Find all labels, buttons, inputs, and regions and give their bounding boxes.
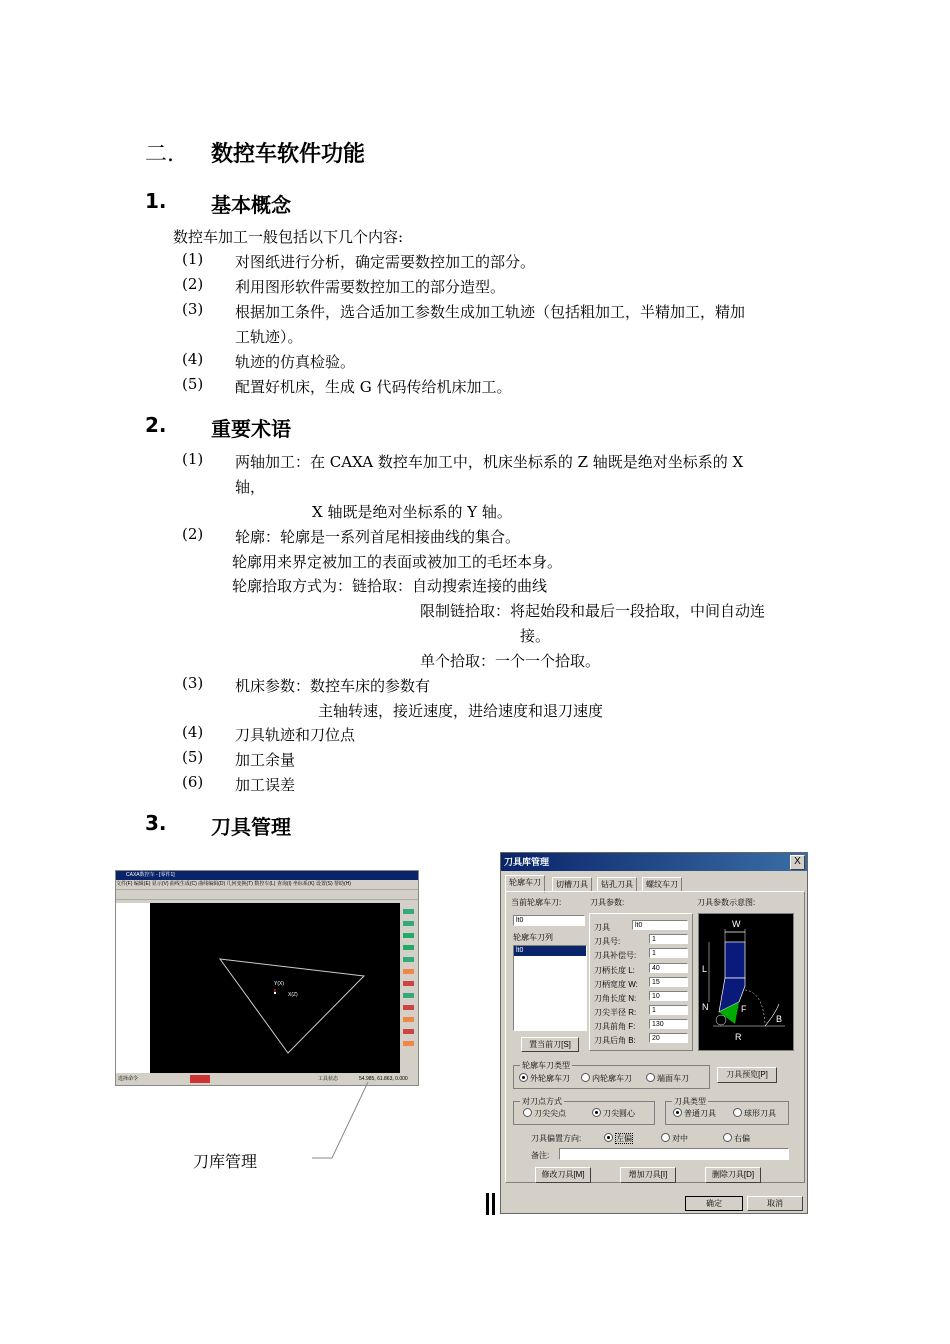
tool-list-item[interactable]: lt0 [514, 946, 586, 956]
close-button[interactable]: X [790, 855, 805, 870]
tool-diagram-label: 刀具参数示意图: [697, 898, 756, 907]
term-text: X 轴既是绝对坐标系的 Y 轴。 [312, 503, 512, 521]
heading-3-number: 3. [145, 811, 167, 835]
tool-type-group-label: 轮廓车刀类型 [522, 1061, 570, 1070]
param-label: 刀柄长度 L: [594, 966, 635, 975]
list-mark: (4) [182, 350, 204, 368]
list-item: 配置好机床，生成 G 代码传给机床加工。 [235, 378, 512, 396]
param-label: 刀角长度 N: [594, 994, 637, 1003]
param-field[interactable]: 10 [649, 991, 688, 1001]
intro-text: 数控车加工一般包括以下几个内容: [173, 228, 404, 246]
term-text: 加工误差 [235, 776, 296, 794]
radio-label: 普通刀具 [684, 1109, 716, 1118]
callout-label: 刀库管理 [193, 1152, 258, 1171]
list-mark: (1) [182, 450, 204, 468]
axis-x-label: X(Z) [288, 992, 298, 998]
radio-dot [733, 1108, 742, 1117]
app-left-panel [116, 903, 150, 1073]
tab-threading-tool[interactable]: 螺纹车刀 [642, 877, 682, 892]
set-current-button[interactable]: 置当前刀[S] [521, 1037, 579, 1052]
tab-drilling-tool[interactable]: 钻孔刀具 [597, 877, 637, 892]
radio-label: 端面车刀 [657, 1074, 689, 1083]
radio-label: 球形刀具 [744, 1109, 776, 1118]
remark-label: 备注: [531, 1151, 550, 1160]
tab-contour-tool[interactable]: 轮廓车刀 [505, 875, 545, 893]
tool-list-label: 轮廓车刀列 [513, 933, 553, 942]
section-number: 二. [145, 142, 174, 167]
radio-dot [673, 1108, 682, 1117]
axis-y-label: Y(X) [274, 981, 284, 987]
margin-bar [492, 1193, 495, 1215]
radio-label: 对中 [672, 1134, 688, 1143]
param-label: 刀具号: [594, 937, 621, 946]
list-item-continued: 工轨迹）。 [235, 328, 303, 346]
heading-2-title: 重要术语 [211, 417, 291, 441]
triangle-drawing [150, 903, 400, 1073]
term-text: 轴， [235, 478, 266, 496]
radio-dot [646, 1073, 655, 1082]
radio-label: 外轮廓车刀 [530, 1074, 570, 1083]
list-item: 根据加工条件，选合适加工参数生成加工轨迹（包括粗加工，半精加工，精加 [235, 303, 746, 321]
param-label: 刀具后角 B: [594, 1036, 636, 1045]
param-field[interactable]: 40 [649, 963, 688, 973]
caxa-screenshot [115, 870, 419, 1086]
ok-button[interactable]: 确定 [685, 1196, 743, 1211]
radio-offset-center[interactable] [661, 1133, 688, 1144]
param-label: 刀具前角 F: [594, 1022, 636, 1031]
list-mark: (5) [182, 748, 204, 766]
heading-3 [145, 811, 291, 839]
radio-offset-right[interactable] [723, 1133, 750, 1144]
term-text: 轮廓用来界定被加工的表面或被加工的毛坯本身。 [232, 553, 563, 571]
tool-diagram-svg [699, 914, 793, 1050]
tool-list[interactable] [513, 945, 587, 1031]
radio-label: 刀尖尖点 [534, 1109, 566, 1118]
heading-3-title: 刀具管理 [211, 815, 291, 839]
diagram-label-l: L [702, 964, 708, 974]
current-tool-field[interactable]: lt0 [513, 915, 585, 926]
app-right-toolbar [400, 903, 418, 1073]
param-field[interactable]: 1 [649, 934, 688, 944]
radio-dot [592, 1108, 601, 1117]
term-text: 单个拾取：一个一个拾取。 [420, 652, 601, 670]
offset-direction-label: 刀具偏置方向: [531, 1134, 582, 1143]
term-text: 刀具轨迹和刀位点 [235, 726, 356, 744]
modify-tool-button[interactable]: 修改刀具[M] [535, 1167, 591, 1183]
radio-label: 右偏 [734, 1134, 750, 1143]
param-field[interactable]: 15 [649, 977, 688, 987]
status-mid: 工具状态 [318, 1076, 339, 1082]
app-menubar: 文件(F) 编辑(E) 显示(V) 曲线生成(C) 曲线编辑(D) 几何变换(T) 数控车(L) 查询(I) 坐标系(K) 设置(S) 帮助(H) [116, 880, 418, 890]
radio-offset-left[interactable] [604, 1133, 633, 1144]
radio-label: 内轮廓车刀 [592, 1074, 632, 1083]
margin-bar [486, 1193, 489, 1215]
diagram-label-b: B [776, 1014, 783, 1024]
radio-tip-center[interactable] [592, 1108, 635, 1119]
tab-grooving-tool[interactable]: 切槽刀具 [552, 877, 592, 892]
status-left: 选择命令 [118, 1076, 139, 1082]
tool-point-group-label: 对刀点方式 [522, 1097, 562, 1106]
list-mark: (2) [182, 275, 204, 293]
radio-label: 左偏 [616, 1134, 632, 1143]
term-text: 轮廓拾取方式为：链拾取：自动搜索连接的曲线 [232, 577, 548, 595]
param-field[interactable]: 130 [649, 1019, 688, 1029]
radio-outer-contour[interactable] [519, 1073, 570, 1084]
radio-dot [723, 1133, 732, 1142]
term-text: 接。 [520, 627, 551, 645]
list-item: 对图纸进行分析，确定需要数控加工的部分。 [235, 253, 536, 271]
drawing-canvas [150, 903, 400, 1073]
heading-2-number: 2. [145, 413, 167, 437]
heading-1-title: 基本概念 [211, 193, 291, 217]
add-tool-button[interactable]: 增加刀具[I] [620, 1167, 676, 1183]
tool-preview-button[interactable]: 刀具预览[P] [717, 1067, 777, 1083]
list-mark: (5) [182, 375, 204, 393]
term-text: 加工余量 [235, 751, 296, 769]
tool-diagram [698, 913, 794, 1051]
term-text: 主轴转速，接近速度，进给速度和退刀速度 [318, 702, 604, 720]
current-tool-label: 当前轮廓车刀: [511, 898, 562, 907]
param-field[interactable]: 20 [649, 1033, 688, 1043]
param-label: 刀具补偿号: [594, 951, 637, 960]
cancel-button[interactable]: 取消 [747, 1196, 803, 1211]
list-mark: (1) [182, 250, 204, 268]
radio-ball-tool[interactable] [733, 1108, 776, 1119]
section-heading [145, 137, 366, 168]
status-indicator [190, 1075, 210, 1083]
term-text: 两轴加工：在 CAXA 数控车加工中，机床坐标系的 Z 轴既是绝对坐标系的 X [235, 453, 744, 471]
list-mark: (4) [182, 723, 204, 741]
list-mark: (2) [182, 525, 204, 543]
section-title: 数控车软件功能 [211, 142, 366, 167]
radio-label: 刀尖圆心 [603, 1109, 635, 1118]
diagram-label-r: R [735, 1032, 742, 1042]
param-label: 刀柄宽度 W: [594, 980, 638, 989]
radio-normal-tool[interactable] [673, 1108, 716, 1119]
param-field[interactable]: 1 [649, 1005, 688, 1015]
dialog-titlebar [501, 853, 807, 871]
radio-tip-point[interactable] [523, 1108, 566, 1119]
heading-2 [145, 413, 291, 441]
heading-1 [145, 189, 291, 217]
status-coords: 54.985, 61.863, 0.000 [359, 1076, 408, 1082]
list-item: 利用图形软件需要数控加工的部分造型。 [235, 278, 506, 296]
radio-dot [661, 1133, 670, 1142]
param-label: 刀具 [594, 923, 610, 932]
list-mark: (3) [182, 300, 204, 318]
diagram-label-w: W [732, 919, 741, 929]
tool-kind-group-label: 刀具类型 [674, 1097, 706, 1106]
app-toolbar [116, 890, 418, 900]
param-field[interactable]: lt0 [632, 920, 688, 930]
term-text: 机床参数：数控车床的参数有 [235, 677, 431, 695]
list-item: 轨迹的仿真检验。 [235, 353, 356, 371]
diagram-label-f: F [741, 1004, 747, 1014]
remark-field[interactable] [559, 1148, 789, 1160]
param-label: 刀尖半径 R: [594, 1008, 637, 1017]
diagram-label-n: N [702, 1002, 709, 1012]
radio-face-tool[interactable] [646, 1073, 689, 1084]
radio-dot [519, 1073, 528, 1082]
tool-library-dialog [500, 852, 808, 1214]
param-field[interactable]: 1 [649, 948, 688, 958]
dialog-title: 刀具库管理 [504, 857, 550, 867]
heading-1-number: 1. [145, 189, 167, 213]
tool-params-label: 刀具参数: [590, 898, 625, 907]
term-text: 轮廓：轮廓是一系列首尾相接曲线的集合。 [235, 528, 521, 546]
radio-inner-contour[interactable] [581, 1073, 632, 1084]
term-text: 限制链拾取：将起始段和最后一段拾取，中间自动连 [420, 602, 766, 620]
delete-tool-button[interactable]: 删除刀具[D] [705, 1167, 761, 1183]
callout-line [300, 1080, 380, 1170]
list-mark: (3) [182, 674, 204, 692]
app-title: CAXA数控车 - [零件1] [116, 871, 418, 880]
list-mark: (6) [182, 773, 204, 791]
radio-dot [523, 1108, 532, 1117]
radio-dot [581, 1073, 590, 1082]
radio-dot [604, 1133, 613, 1142]
